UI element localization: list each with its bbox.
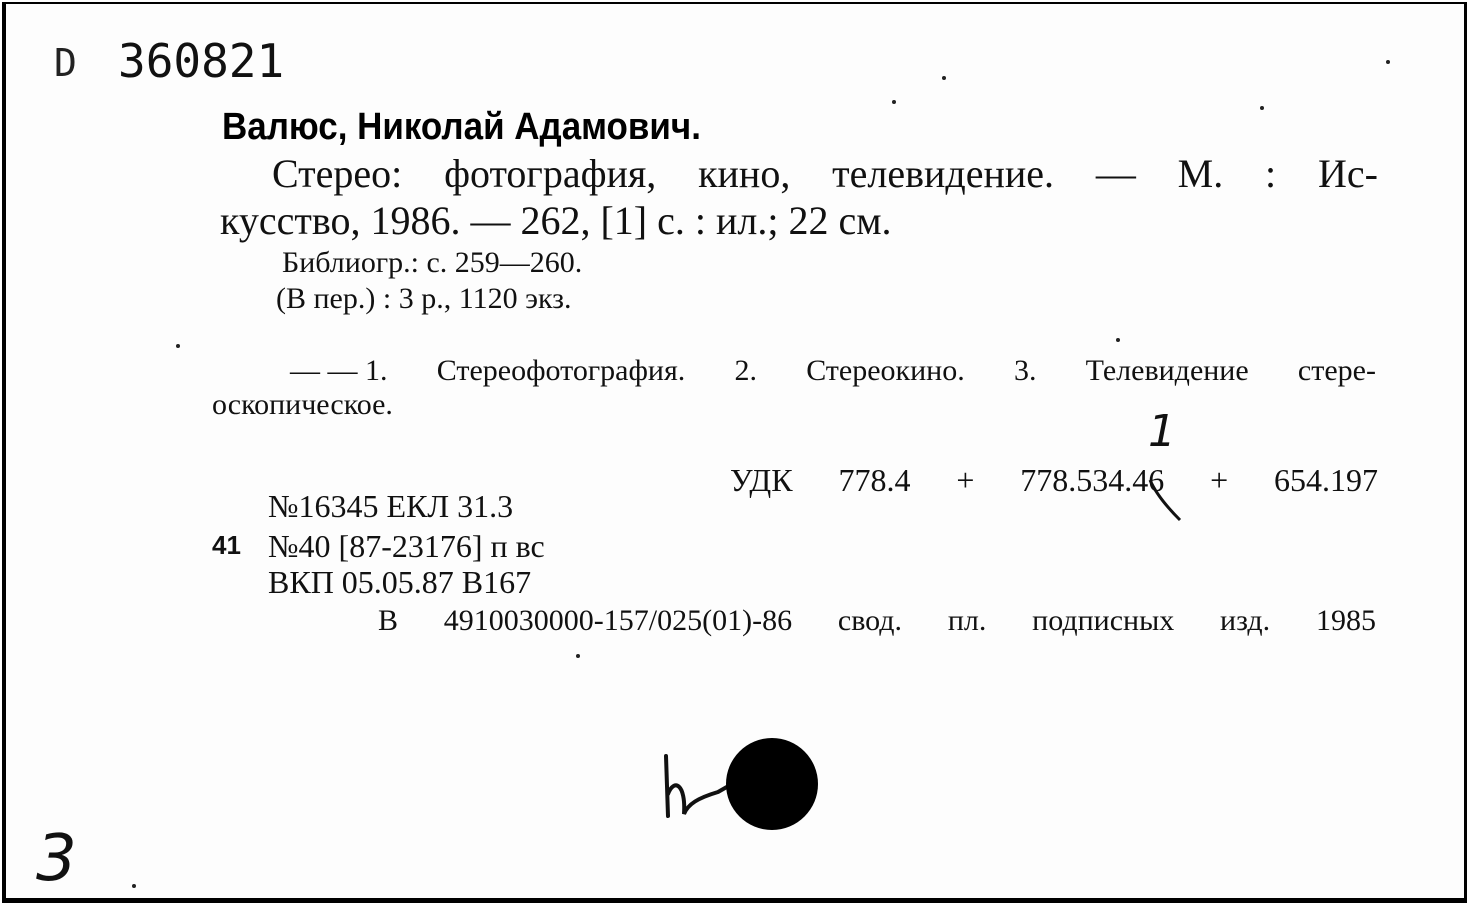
classification-word: В: [378, 604, 399, 637]
subject-word: 2.: [734, 354, 757, 387]
correction-strike-mark: [1146, 474, 1186, 524]
call-prefix: D: [54, 41, 77, 85]
call-number: 360821: [118, 34, 285, 88]
handwritten-three-text: 3: [36, 822, 77, 896]
udk-plus: +: [956, 462, 975, 498]
title-line-1: [272, 151, 1378, 196]
hole-dot: [726, 738, 818, 830]
classification-word: подписных: [1032, 604, 1175, 637]
vkp-line: ВКП 05.05.87 В167: [268, 564, 532, 600]
classification-line: [378, 606, 1376, 636]
classification-word: изд.: [1220, 604, 1271, 637]
title-word: телевидение.: [832, 151, 1055, 196]
udk-code: 778.4: [838, 462, 911, 498]
ink-speck: [576, 654, 580, 658]
catalog-card: [2, 2, 1467, 903]
subject-word: Стереокино.: [806, 354, 965, 387]
title-word: фотография,: [444, 151, 657, 196]
handwritten-one-mark: [1146, 406, 1176, 457]
title-word: Стерео:: [272, 151, 403, 196]
title-line-2: кусство, 1986. — 262, [1] с. : ил.; 22 см.: [220, 198, 892, 243]
author-heading: Валюс, Николай Адамович.: [222, 106, 701, 148]
handwritten-one-text: 1: [1148, 406, 1176, 457]
price-note: (В пер.) : 3 р., 1120 экз.: [276, 282, 572, 315]
ink-speck: [892, 100, 896, 104]
punched-hole-mark: [658, 734, 828, 834]
udk-code: 778.534.46: [1020, 462, 1165, 498]
registry-line: №16345 ЕКЛ 31.3: [268, 488, 514, 524]
ink-speck: [1116, 338, 1120, 342]
ink-speck: [132, 884, 136, 888]
subject-word: Стереофотография.: [436, 354, 686, 387]
subject-headings-line-2: оскопическое.: [212, 388, 393, 421]
udk-plus: +: [1210, 462, 1229, 498]
subject-word: Телевидение: [1085, 354, 1249, 387]
classification-word: 1985: [1315, 604, 1376, 637]
classification-word: свод.: [837, 604, 903, 637]
number-41: 41: [212, 530, 241, 560]
bibliography-note: Библиогр.: с. 259—260.: [282, 246, 583, 279]
ink-speck: [1386, 60, 1390, 64]
title-word: —: [1095, 151, 1136, 196]
classification-word: 4910030000-157/025(01)-86: [443, 604, 793, 637]
handwritten-three-mark: [34, 822, 90, 896]
udk-label: УДК: [730, 462, 793, 498]
title-word: Ис-: [1317, 151, 1378, 196]
ink-speck: [176, 344, 180, 348]
title-word: :: [1265, 151, 1277, 196]
udk-line: [730, 464, 1378, 496]
udk-code: 654.197: [1273, 462, 1378, 498]
title-word: М.: [1177, 151, 1224, 196]
subject-headings-line-1: [290, 356, 1376, 386]
subject-word: — — 1.: [290, 354, 388, 387]
ink-speck: [942, 76, 946, 80]
subject-word: 3.: [1013, 354, 1037, 387]
classification-word: пл.: [947, 604, 987, 637]
order-line: №40 [87-23176] п вс: [268, 528, 545, 564]
ink-speck: [1260, 106, 1264, 110]
subject-word: стере-: [1297, 354, 1376, 387]
title-word: кино,: [698, 151, 791, 196]
